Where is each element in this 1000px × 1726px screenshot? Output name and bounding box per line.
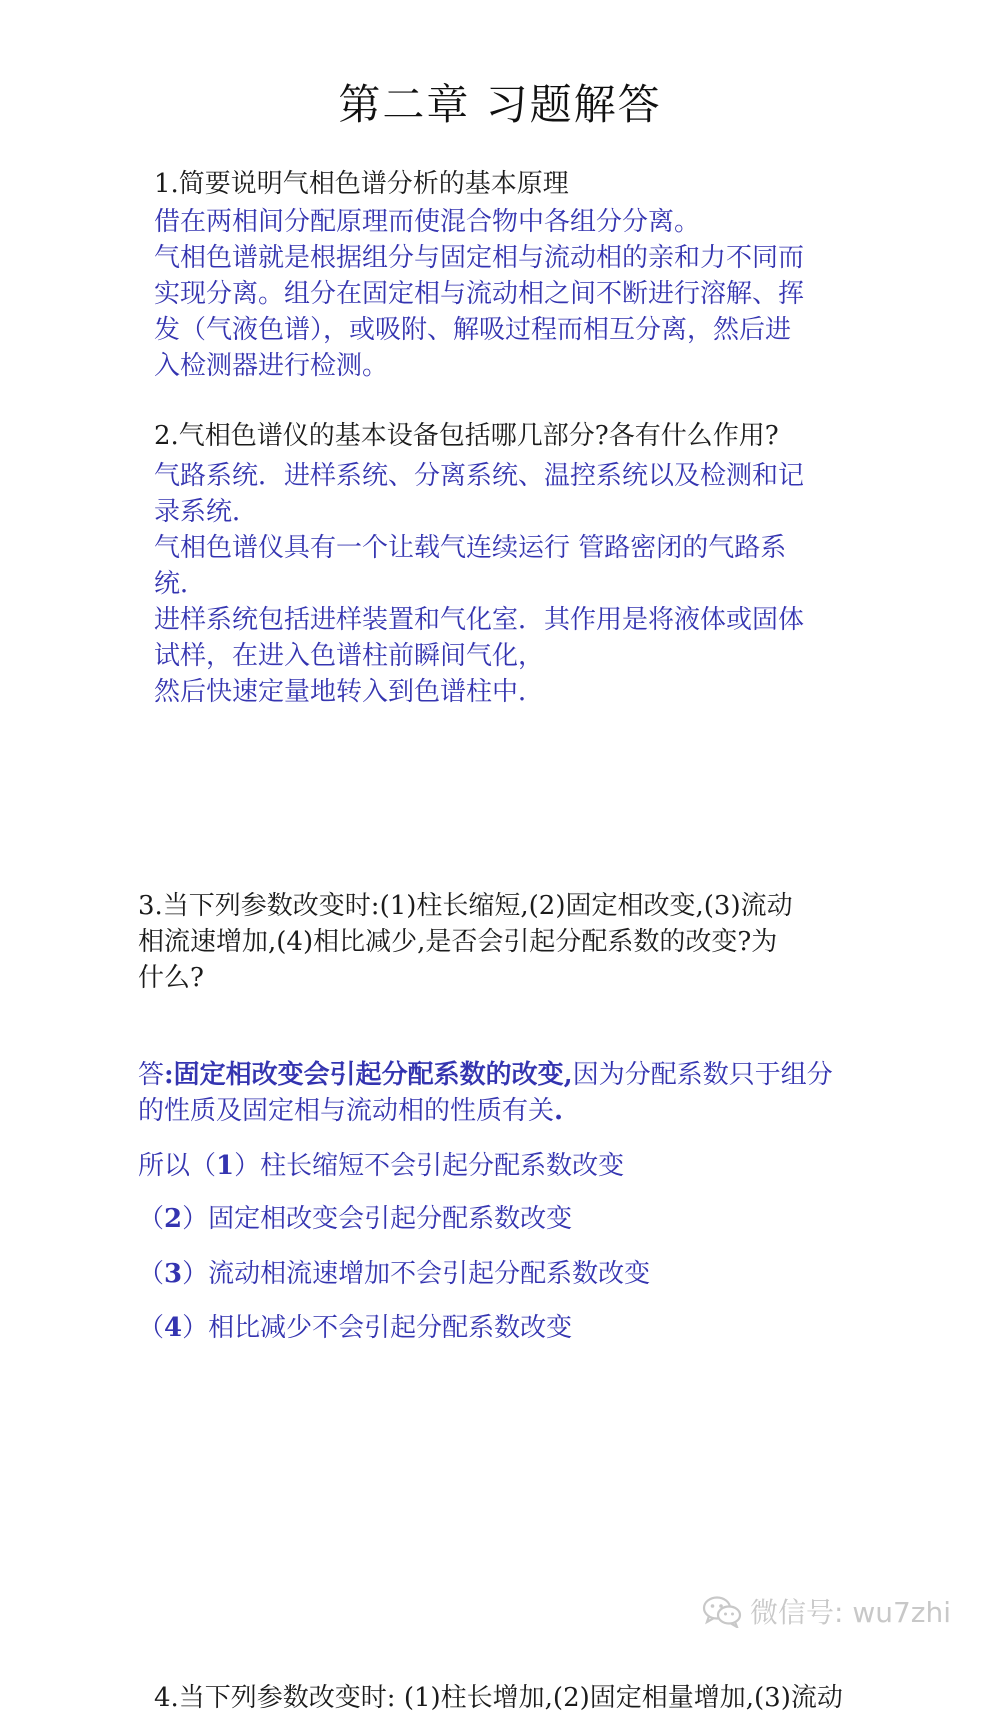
answer-line: 进样系统包括进样装置和气化室．其作用是将液体或固体 <box>154 605 805 635</box>
list-item: 所以（1）柱长缩短不会引起分配系数改变 <box>138 1151 625 1181</box>
watermark-text: 微信号: wu7zhi <box>750 1596 952 1629</box>
answer-line: 统． <box>154 569 207 599</box>
answer-line: 实现分离。组分在固定相与流动相之间不断进行溶解、挥 <box>154 279 805 309</box>
answer-line: 发（气液色谱），或吸附、解吸过程而相互分离，然后进 <box>154 315 792 345</box>
wechat-icon <box>702 1594 742 1628</box>
watermark <box>702 1589 951 1633</box>
question-line: 3.当下列参数改变时:(1)柱长缩短,(2)固定相改变,(3)流动 <box>138 891 793 921</box>
answer-line <box>138 1057 833 1093</box>
list-item: （3）流动相流速增加不会引起分配系数改变 <box>138 1259 651 1289</box>
answer-1 <box>154 204 804 384</box>
answer-line: 然后快速定量地转入到色谱柱中． <box>154 677 545 707</box>
answer-text: :固定相改变会引起分配系数的改变 <box>164 1060 564 1090</box>
answer-line <box>138 1093 833 1129</box>
answer-3 <box>138 1057 833 1129</box>
page-title: 第二章 习题解答 <box>338 80 662 129</box>
answer-line: 试样，在进入色谱柱前瞬间气化， <box>154 641 545 671</box>
answer-text: 因为分配系数只于组分 <box>572 1060 833 1090</box>
section-2 <box>154 418 779 454</box>
period: . <box>554 1096 564 1126</box>
answer-line: 入检测器进行检测。 <box>154 351 389 381</box>
answer-3-item-2 <box>138 1201 572 1237</box>
answer-line: 气路系统．进样系统、分离系统、温控系统以及检测和记 <box>154 461 805 491</box>
comma: , <box>563 1060 573 1090</box>
answer-2 <box>154 458 804 710</box>
answer-3-item-4 <box>138 1310 572 1346</box>
question-1: 1.简要说明气相色谱分析的基本原理 <box>154 169 569 199</box>
answer-3-item-3 <box>138 1256 650 1292</box>
answer-line: 气相色谱仪具有一个让载气连续运行 管路密闭的气路系 <box>154 533 787 563</box>
answer-line: 借在两相间分配原理而使混合物中各组分分离。 <box>154 207 701 237</box>
answer-3-item-1 <box>138 1148 624 1184</box>
question-line: 什么? <box>138 963 204 993</box>
question-line: 相流速增加,(4)相比减少,是否会引起分配系数的改变?为 <box>138 927 778 957</box>
list-item: （2）固定相改变会引起分配系数改变 <box>138 1204 573 1234</box>
answer-lead: 答 <box>138 1060 165 1090</box>
list-item: （4）相比减少不会引起分配系数改变 <box>138 1313 573 1343</box>
answer-line: 录系统． <box>154 497 259 527</box>
question-line: 4.当下列参数改变时: (1)柱长增加,(2)固定相量增加,(3)流动 <box>154 1683 843 1713</box>
question-2: 2.气相色谱仪的基本设备包括哪几部分?各有什么作用? <box>154 421 779 451</box>
question-4 <box>154 1680 843 1716</box>
answer-text: 的性质及固定相与流动相的性质有关 <box>138 1096 555 1126</box>
question-3 <box>138 888 793 996</box>
answer-line: 气相色谱就是根据组分与固定相与流动相的亲和力不同而 <box>154 243 805 273</box>
section-1 <box>154 166 569 202</box>
